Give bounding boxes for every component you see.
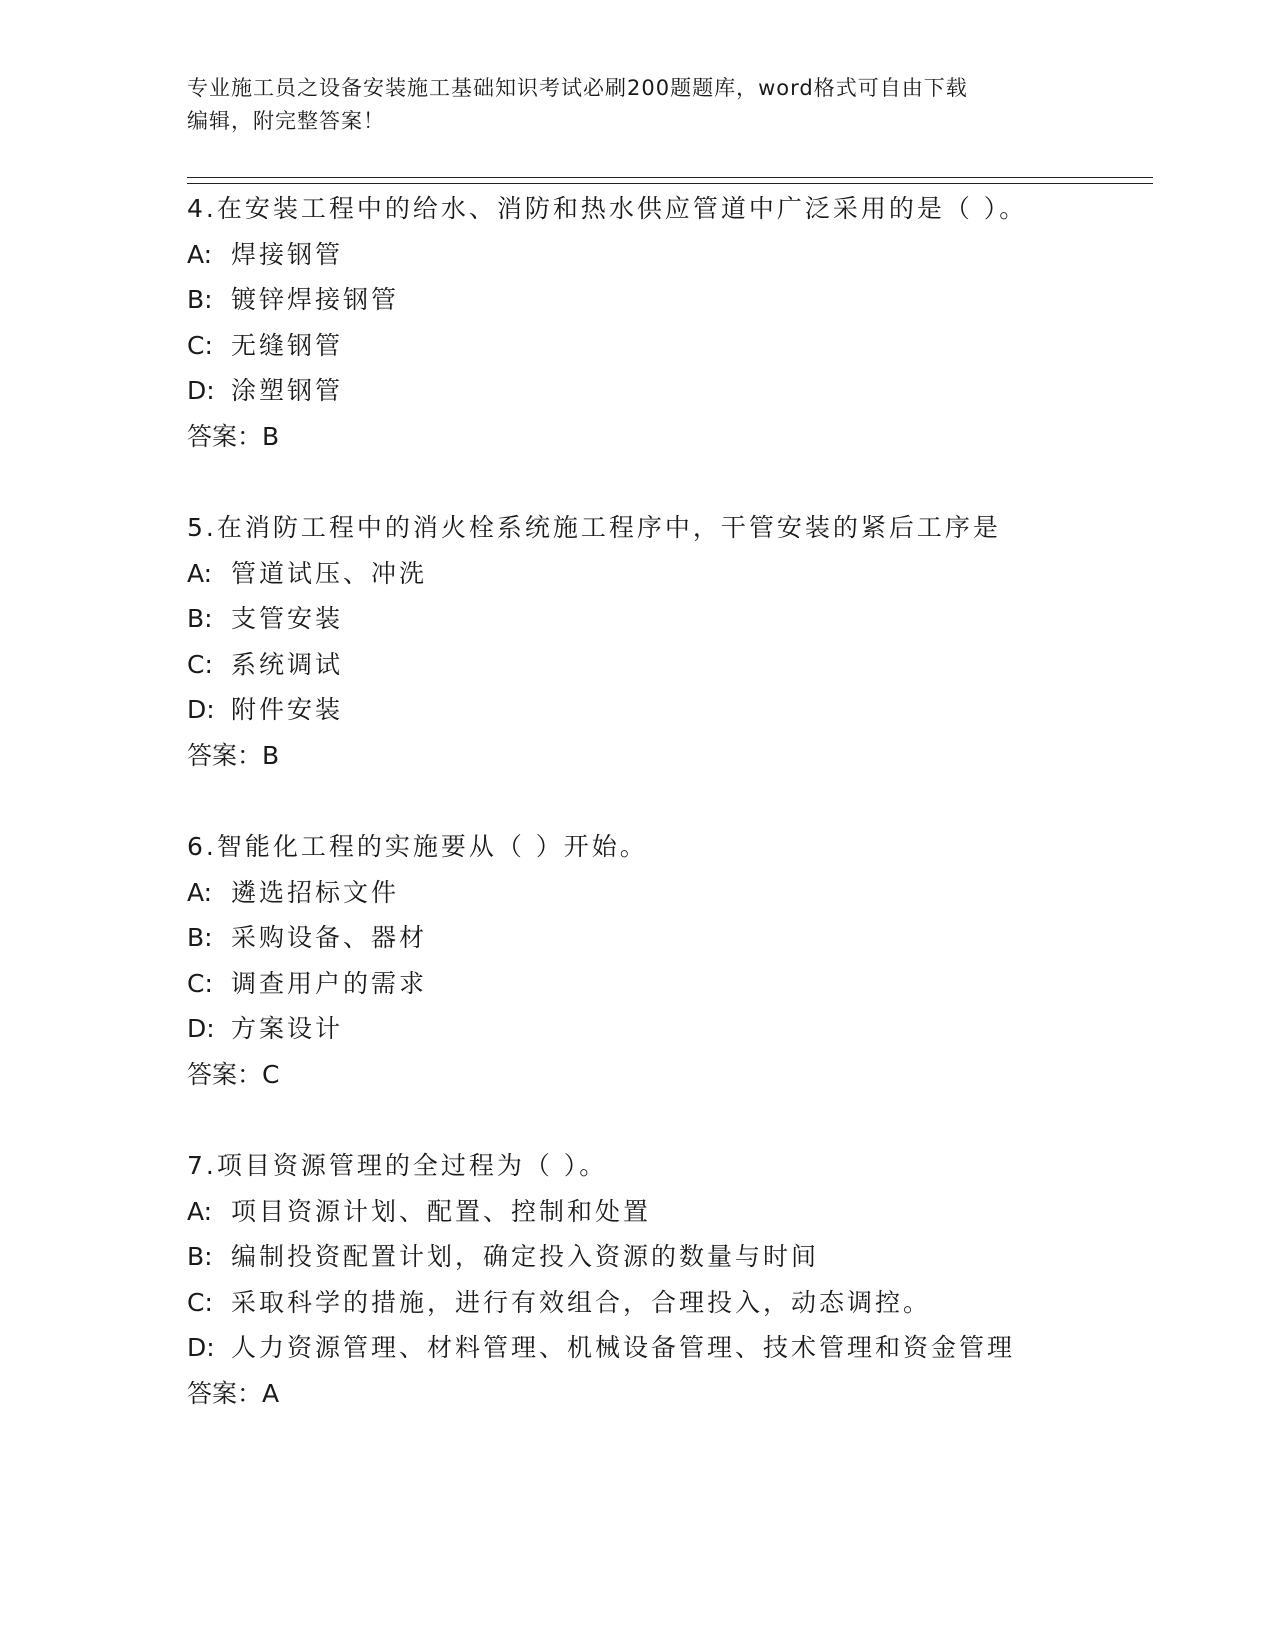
question-6 (187, 824, 1153, 1097)
option-text: 镀锌焊接钢管 (231, 285, 400, 314)
question-4 (187, 186, 1153, 459)
option-letter: D: (187, 376, 215, 405)
question-stem: 4.在安装工程中的给水、消防和热水供应管道中广泛采用的是（ ）。 (187, 194, 1028, 223)
option-letter: C: (187, 968, 213, 998)
answer-line: 答案：A (187, 1378, 280, 1408)
option-letter: B: (187, 923, 213, 952)
option-text: 管道试压、冲洗 (231, 558, 428, 588)
header-divider-top (187, 177, 1153, 178)
option-letter: D: (187, 1333, 215, 1362)
question-stem: 5.在消防工程中的消火栓系统施工程序中，干管安装的紧后工序是 (187, 513, 1001, 542)
option-text: 无缝钢管 (231, 330, 344, 360)
option-d (187, 1325, 1153, 1371)
option-a (187, 551, 1153, 597)
question-5 (187, 505, 1153, 778)
option-c (187, 1280, 1153, 1326)
answer-line: 答案：B (187, 421, 280, 451)
option-letter: C: (187, 649, 213, 679)
option-letter: A: (187, 877, 213, 907)
option-text: 编制投资配置计划，确定投入资源的数量与时间 (231, 1242, 820, 1271)
option-text: 涂塑钢管 (231, 376, 344, 405)
option-letter: C: (187, 330, 213, 360)
option-text: 遴选招标文件 (231, 877, 400, 907)
option-letter: D: (187, 1014, 215, 1043)
option-b (187, 1234, 1153, 1280)
option-letter: B: (187, 1242, 213, 1271)
option-text: 采购设备、器材 (231, 923, 428, 952)
option-a (187, 1189, 1153, 1235)
option-b (187, 596, 1153, 642)
question-7 (187, 1143, 1153, 1416)
option-c (187, 642, 1153, 688)
option-text: 焊接钢管 (231, 239, 344, 269)
option-text: 调查用户的需求 (231, 968, 428, 998)
option-c (187, 323, 1153, 369)
header-line-2: 编辑，附完整答案！ (187, 109, 385, 133)
option-letter: A: (187, 558, 213, 588)
header-divider-bottom (187, 183, 1153, 184)
option-text: 支管安装 (231, 604, 344, 633)
option-c (187, 961, 1153, 1007)
option-text: 采取科学的措施，进行有效组合，合理投入，动态调控。 (231, 1287, 932, 1317)
option-letter: D: (187, 695, 215, 724)
option-d (187, 368, 1153, 414)
question-stem: 7.项目资源管理的全过程为（ ）。 (187, 1151, 608, 1180)
option-b (187, 277, 1153, 323)
answer-line: 答案：C (187, 1059, 280, 1089)
option-letter: B: (187, 285, 213, 314)
option-a (187, 870, 1153, 916)
question-stem: 6.智能化工程的实施要从（ ）开始。 (187, 832, 648, 861)
option-a (187, 232, 1153, 278)
option-d (187, 687, 1153, 733)
option-letter: A: (187, 1196, 213, 1226)
option-letter: B: (187, 604, 213, 633)
option-text: 系统调试 (231, 649, 344, 679)
option-d (187, 1006, 1153, 1052)
option-letter: A: (187, 239, 213, 269)
answer-line: 答案：B (187, 740, 280, 770)
question-list (187, 186, 1153, 1462)
document-header (187, 72, 1067, 138)
option-text: 附件安装 (231, 695, 344, 724)
option-b (187, 915, 1153, 961)
option-text: 方案设计 (231, 1014, 344, 1043)
header-line-1: 专业施工员之设备安装施工基础知识考试必刷200题题库，word格式可自由下载 (187, 76, 968, 100)
option-letter: C: (187, 1287, 213, 1317)
option-text: 项目资源计划、配置、控制和处置 (231, 1196, 652, 1226)
option-text: 人力资源管理、材料管理、机械设备管理、技术管理和资金管理 (231, 1333, 1016, 1362)
